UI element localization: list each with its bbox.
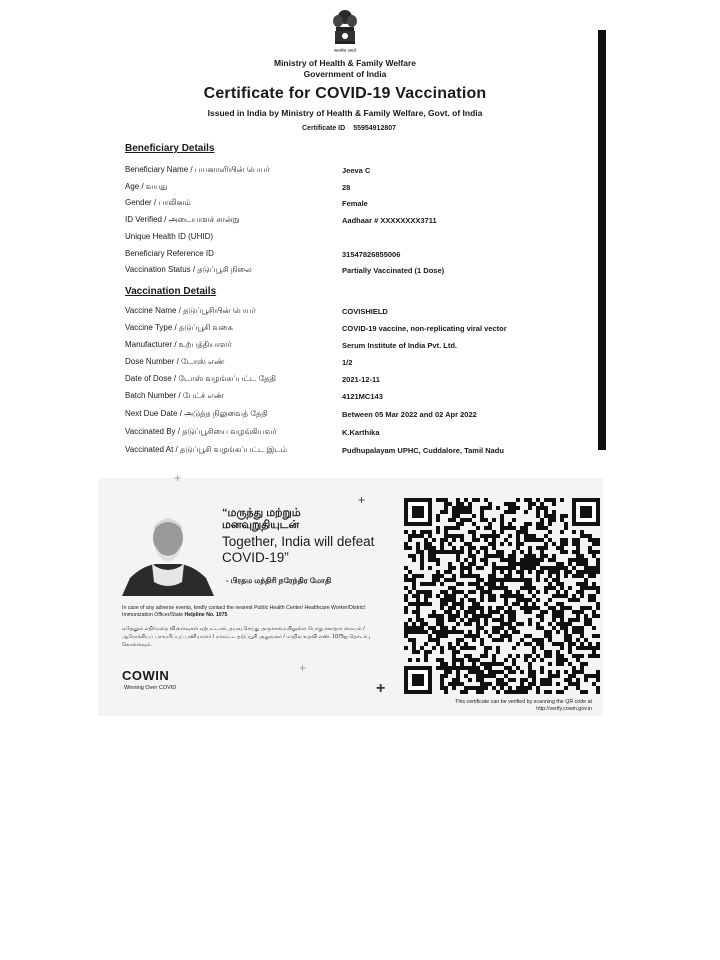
vaccination-row <box>125 427 545 441</box>
registration-cross-icon: + <box>358 493 366 507</box>
row-label: Age / வயது <box>125 182 168 191</box>
row-label: Batch Number / பேட்ச் எண் <box>125 391 224 400</box>
ministry-name: Ministry of Health & Family Welfare <box>273 58 416 68</box>
beneficiary-details-heading: Beneficiary Details <box>125 143 215 154</box>
vaccination-row <box>125 409 545 423</box>
row-value: 1/2 <box>342 358 353 367</box>
row-value: Pudhupalayam UPHC, Cuddalore, Tamil Nadu <box>342 446 504 455</box>
verification-url: http://verify.cowin.gov.in <box>536 706 592 712</box>
row-value: 28 <box>342 183 351 192</box>
row-label: Vaccine Type / தடுப்பூசி வகை <box>125 323 233 332</box>
vaccination-row <box>125 306 545 320</box>
qr-code-icon[interactable] <box>404 498 600 694</box>
certificate-id-label: Certificate ID <box>302 125 346 132</box>
beneficiary-row <box>125 198 545 212</box>
cowin-tagline: Winning Over COVID <box>124 685 177 691</box>
quote-attribution: - பிரதம மந்திரி நரேந்திர மோதி <box>226 576 332 585</box>
qr-finder-pattern <box>404 498 432 526</box>
beneficiary-row <box>125 265 545 279</box>
quote-tamil-line-1: “மருந்து மற்றும் <box>222 507 301 519</box>
row-value: 4121MC143 <box>342 392 383 401</box>
banner-quote <box>222 507 374 566</box>
national-emblem-icon <box>330 8 360 54</box>
adverse-events-notice-tamil: ஏதேனும் எதிர்மறை விளைவுகள் ஏற்பட்டால், தயவு செய்து அருகாமையிலுள்ள பொது சுகாதார மையம் / ஆரோக்கியப் பராமரிப்புப் பணியாளர் / மாவட்ட தடுப்பூசி அலுவலர் / மாநில உதவி எண். 1075ஐ தொடர்பு கொள்ளவும். <box>122 626 371 648</box>
quote-tamil-line-2: மனவுறுதியுடன் <box>222 519 300 531</box>
row-value: Partially Vaccinated (1 Dose) <box>342 266 445 275</box>
row-value: Aadhaar # XXXXXXXX3711 <box>342 216 437 225</box>
row-label: Beneficiary Reference ID <box>125 249 214 258</box>
issued-by-line: Issued in India by Ministry of Health & Family Welfare, Govt. of India <box>207 108 483 118</box>
row-label: Manufacturer / உற்பத்தியாளர் <box>125 340 232 349</box>
beneficiary-row <box>125 249 545 263</box>
portrait-image <box>122 512 214 596</box>
row-label: Gender / பாலினம் <box>125 198 191 207</box>
row-label: Beneficiary Name / பயனாளியின் பெயர் <box>125 165 270 174</box>
registration-cross-icon: + <box>299 661 307 675</box>
row-label: Vaccinated By / தடுப்பூசியை வழங்கியவர் <box>125 427 277 436</box>
vaccination-row <box>125 445 545 459</box>
quote-english-line-2: COVID-19” <box>222 550 289 565</box>
beneficiary-row <box>125 215 545 229</box>
vaccination-row <box>125 357 545 371</box>
row-value: COVID-19 vaccine, non-replicating viral vector <box>342 324 507 333</box>
qr-finder-pattern <box>404 666 432 694</box>
row-value: Between 05 Mar 2022 and 02 Apr 2022 <box>342 410 477 419</box>
qr-modules <box>404 498 600 694</box>
certificate-title: Certificate for COVID-19 Vaccination <box>203 85 487 102</box>
beneficiary-row <box>125 182 545 196</box>
row-label: Vaccinated At / தடுப்பூசி வழங்கப்பட்ட இடம் <box>125 445 288 454</box>
vaccination-row <box>125 391 545 405</box>
verification-note-line-1: This certificate can be verified by scanning the QR code at <box>455 699 592 705</box>
quote-english-line-1: Together, India will defeat <box>222 534 375 549</box>
row-value: Female <box>342 199 368 208</box>
government-name: Government of India <box>303 69 387 79</box>
beneficiary-row <box>125 165 545 179</box>
row-label: Unique Health ID (UHID) <box>125 232 214 241</box>
beneficiary-row <box>125 232 545 246</box>
registration-cross-icon: + <box>174 471 182 485</box>
row-label: ID Verified / அடையாளச் சான்று <box>125 215 240 224</box>
row-label: Dose Number / டோஸ் எண் <box>125 357 225 366</box>
helpline-number: Helpline No. 1075 <box>184 612 228 618</box>
row-value: Serum Institute of India Pvt. Ltd. <box>342 341 458 350</box>
row-value: 31547826855006 <box>342 250 401 259</box>
certificate-id <box>302 125 396 132</box>
row-label: Date of Dose / டோஸ் வழங்கப்பட்ட தேதி <box>125 374 276 383</box>
vaccination-details-heading: Vaccination Details <box>125 286 217 297</box>
cowin-logo: COWIN <box>122 668 170 683</box>
certificate-id-value: 55954912807 <box>353 125 397 132</box>
qr-finder-pattern <box>572 498 600 526</box>
row-value: Jeeva C <box>342 166 371 175</box>
registration-cross-icon: + <box>376 680 386 697</box>
verification-note <box>412 699 592 713</box>
row-value: COVISHIELD <box>342 307 388 316</box>
adverse-events-text: In case of any adverse events, kindly contact the nearest Public Health Center/ Healthcare Worker/District Immunization Officer/State <box>122 605 365 618</box>
emblem-caption: सत्यमेव जयते <box>333 49 357 54</box>
vaccination-row <box>125 323 545 337</box>
row-value: K.Karthika <box>342 428 380 437</box>
vaccination-row <box>125 374 545 388</box>
adverse-events-notice <box>122 605 382 619</box>
row-label: Vaccination Status / தடுப்பூசி நிலை <box>125 265 252 274</box>
row-value: 2021-12-11 <box>342 375 380 384</box>
row-label: Next Due Date / அடுத்த நிலுவைத் தேதி <box>125 409 268 418</box>
row-label: Vaccine Name / தடுப்பூசியின் பெயர் <box>125 306 256 315</box>
vaccination-row <box>125 340 545 354</box>
